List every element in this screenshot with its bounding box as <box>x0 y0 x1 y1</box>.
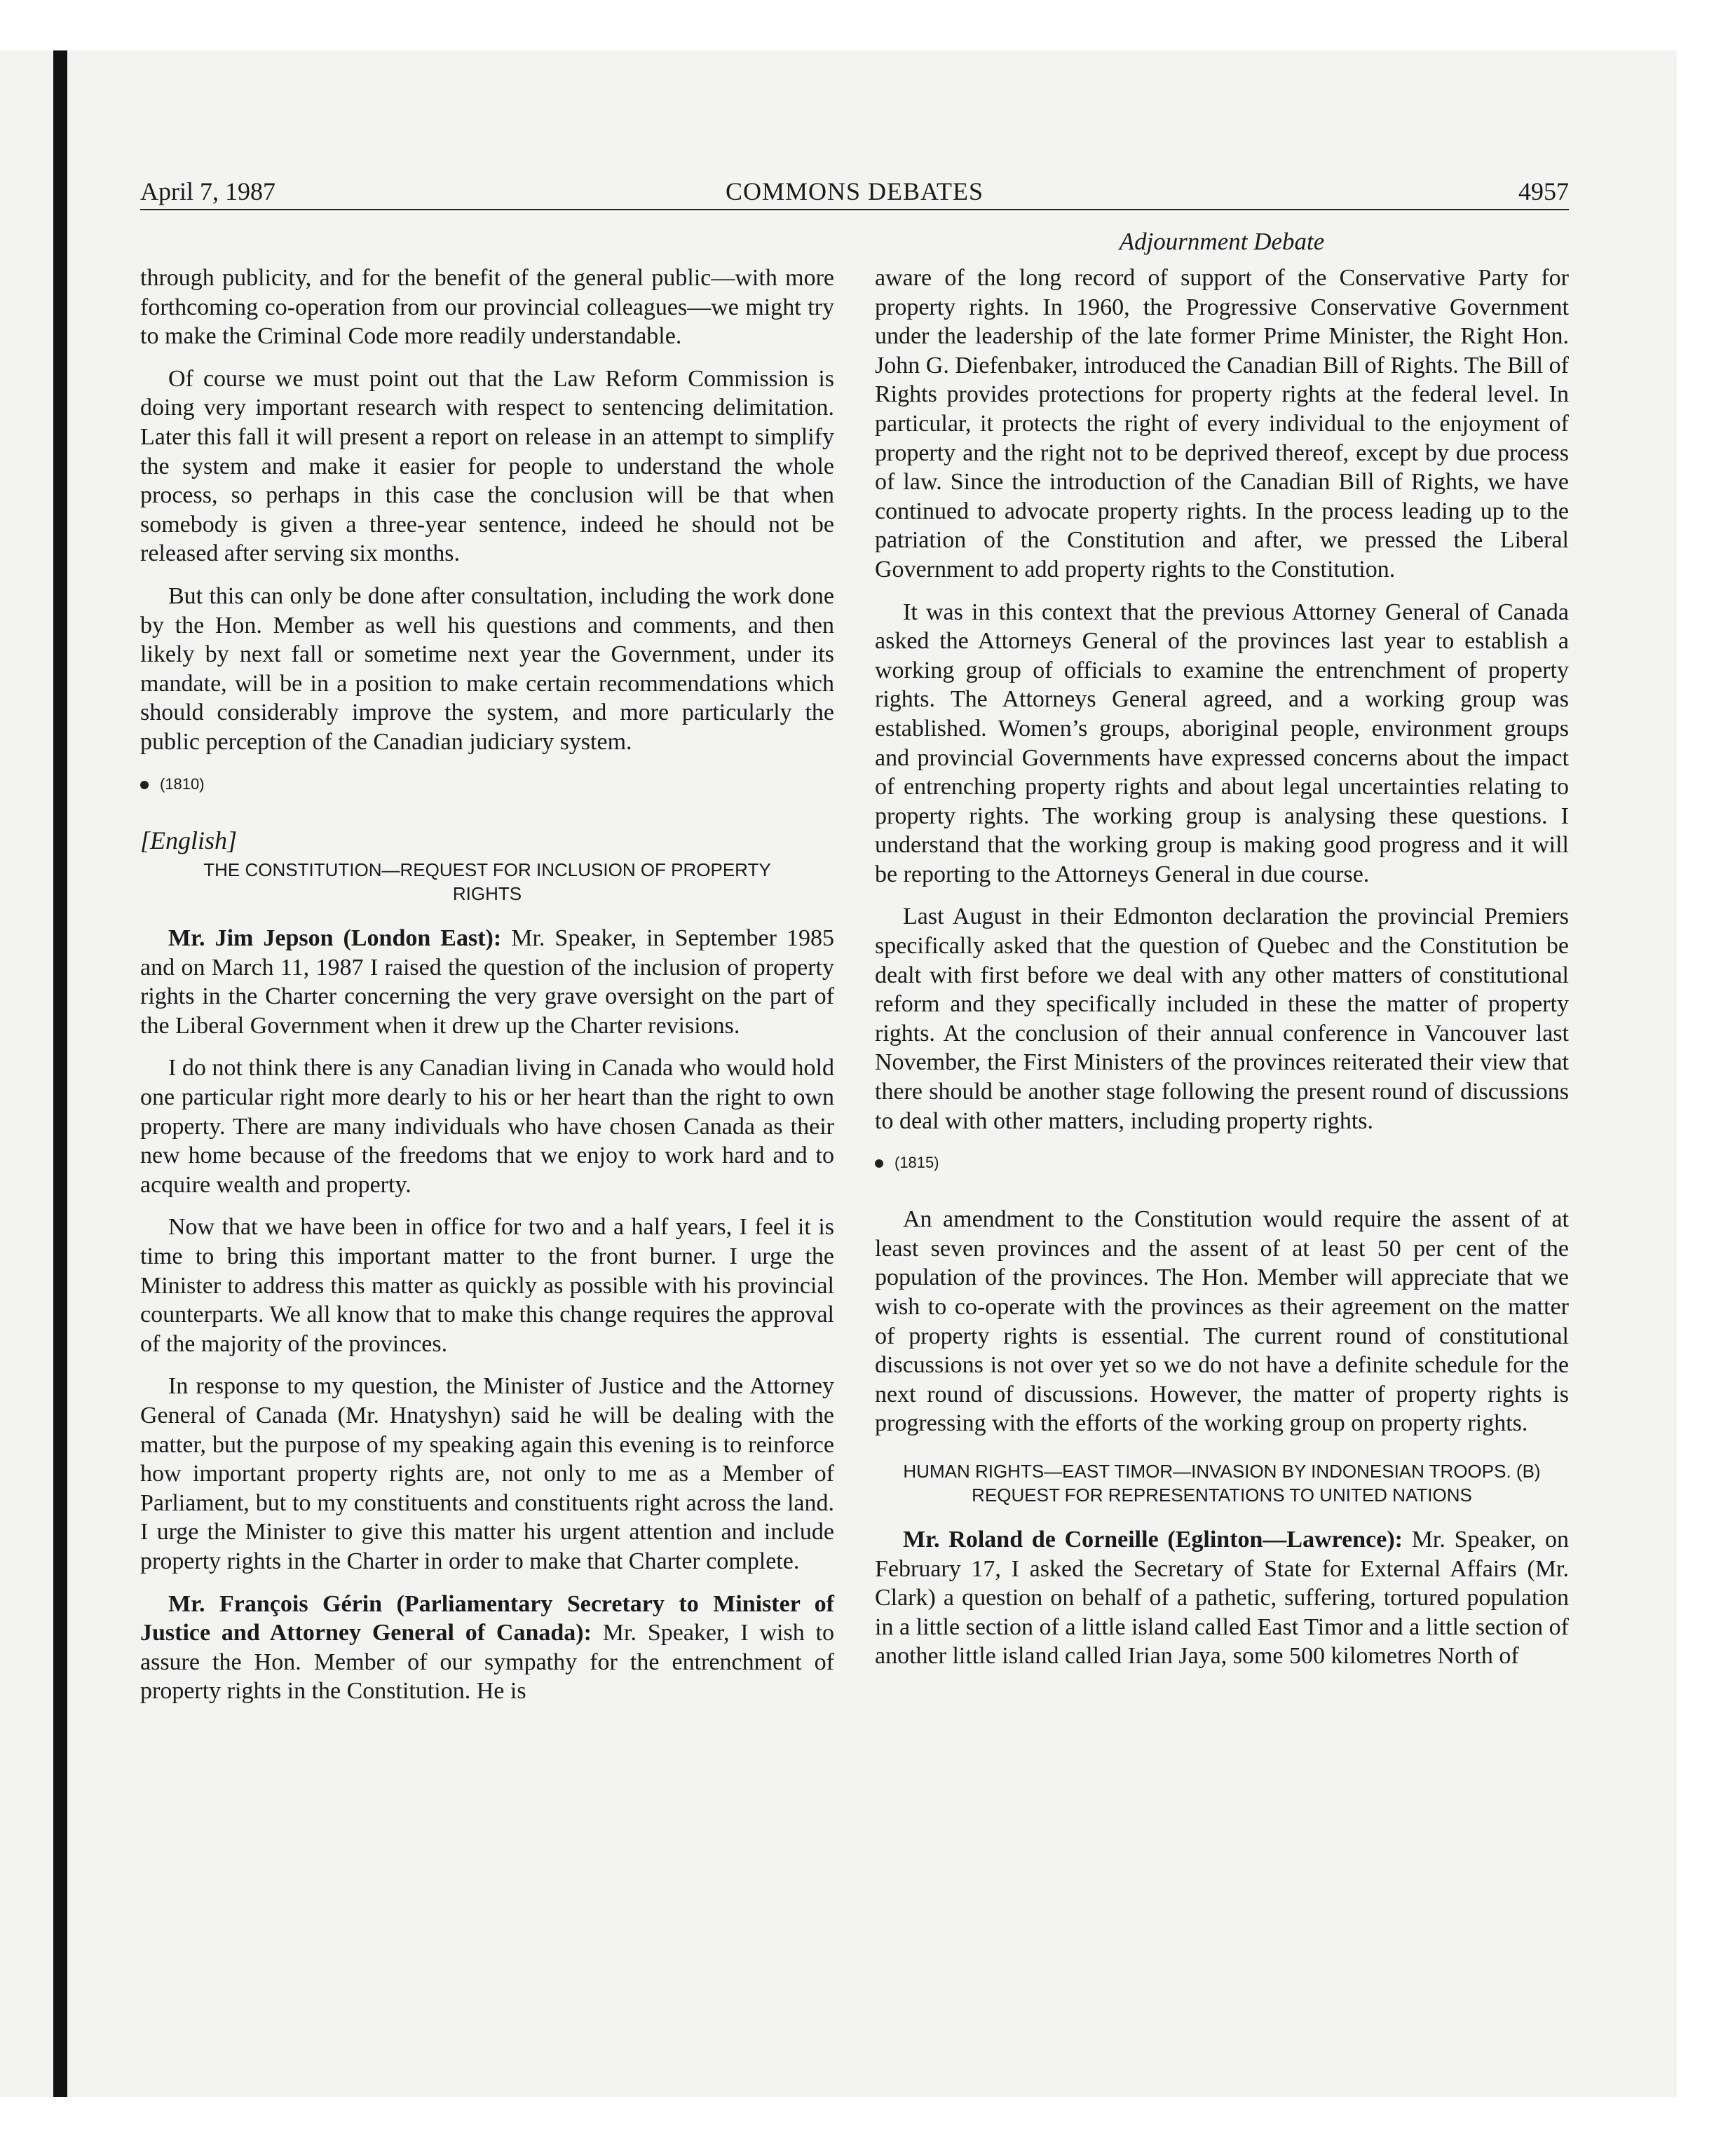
paragraph: Last August in their Edmonton declaration the provincial Premiers specifically asked that the question of Quebec and the Constitution be dealt with first before we deal with any other matters of constitutional reform and they specifically included in these the matter of property rights. At the conclusion of their annual conference in Vancouver last November, the First Ministers of the provinces reiterated their view that there should be another stage following the present round of discussions to deal with other matters, including property rights. <box>875 903 1569 1134</box>
paragraph: through publicity, and for the benefit of the general public—with more forthcoming co-operation from our provincial colleagues—we might try to make the Criminal Code more readily understandable. <box>140 265 834 350</box>
paragraph: It was in this context that the previous Attorney General of Canada asked the Attorneys General of the provinces last year to establish a working group of officials to examine the entrenchment of property rights. The Attorneys General agreed, and a working group was established. Women’s groups, aboriginal people, environment groups and provincial Governments have expressed concerns about the impact of entrenching property rights and about legal uncertainties relating to property rights. The working group is analysing these questions. I understand that the working group is making good progress and it will be reporting to the Attorneys General in due course. <box>875 599 1569 887</box>
speech-text: Mr. Speaker, I wish to assure the Hon. Member of our sympathy for the entrenchment of property rights in the Constitution. He is <box>140 1620 834 1705</box>
header-date: April 7, 1987 <box>140 177 275 205</box>
left-column <box>140 264 834 1719</box>
paragraph <box>875 1525 1569 1671</box>
scan-edge-bar <box>53 50 67 2097</box>
speech-text: Mr. Speaker, in September 1985 and on March 11, 1987 I raised the question of the inclusion of property rights in the Charter concerning the very grave oversight on the part of the Liberal Government when it drew up the Charter revisions. <box>140 925 834 1039</box>
speech-text: Mr. Speaker, on February 17, I asked the Secretary of State for External Affairs (Mr. Clark) a question on behalf of a pathetic, suffering, tortured population in a little section of a little island called East Timor and a little section of another little island called Irian Jaya, some 500 kilometres North of <box>875 1526 1569 1670</box>
paragraph: But this can only be done after consultation, including the work done by the Hon. Member as well his questions and comments, and then likely by next fall or sometime next year the Government, under its mandate, will be in a position to make certain recommendations which should considerably improve the system, and more particularly the public perception of the Canadian judiciary system. <box>140 582 834 755</box>
paragraph <box>140 1590 834 1706</box>
paragraph: Of course we must point out that the Law Reform Commission is doing very important research with respect to sentencing delimitation. Later this fall it will present a report on release in an attempt to simplify the system and make it easier for people to understand the whole process, so perhaps in this case the conclusion will be that when somebody is given a three-year sentence, indeed he should not be released after serving six months. <box>140 365 834 567</box>
header-title: COMMONS DEBATES <box>725 177 984 205</box>
page-header <box>140 174 1569 210</box>
time-marker <box>875 1149 1569 1177</box>
paragraph: An amendment to the Constitution would require the assent of at least seven provinces and the assent of at least 50 per cent of the population of the provinces. The Hon. Member will appreciate that we wish to co-operate with the provinces as their agreement on the matter of property rights is essential. The current round of constitutional discussions is not over yet so we do not have a definite schedule for the next round of discussions. However, the matter of property rights is progressing with the efforts of the working group on property rights. <box>875 1206 1569 1437</box>
time-marker-label: (1815) <box>894 1154 939 1172</box>
right-column <box>875 264 1569 1684</box>
speaker-name: Mr. Roland de Corneille (Eglinton—Lawrence): <box>903 1526 1403 1553</box>
paragraph: aware of the long record of support of the Conservative Party for property rights. In 1960, the Progressive Conservative Government under the leadership of the late former Prime Minister, the Right Hon. John G. Diefenbaker, introduced the Canadian Bill of Rights. The Bill of Rights provides protections for property rights at the federal level. In particular, it protects the right of every individual to the enjoyment of property and the right not to be deprived thereof, except by due process of law. Since the introduction of the Canadian Bill of Rights, we have continued to advocate property rights. In the process leading up to the patriation of the Constitution and after, we pressed the Liberal Government to add property rights to the Constitution. <box>875 265 1569 582</box>
speaker-name: Mr. François Gérin (Parliamentary Secretary to Minister of Justice and Attorney General of Canada): <box>140 1590 834 1646</box>
paragraph: Now that we have been in office for two and a half years, I feel it is time to bring this important matter to the front burner. I urge the Minister to address this matter as quickly as possible with his provincial counterparts. We all know that to make this change requires the approval of the majority of the provinces. <box>140 1214 834 1357</box>
speaker-name: Mr. Jim Jepson (London East): <box>168 925 502 952</box>
time-marker-label: (1810) <box>160 775 205 793</box>
bullet-icon <box>140 781 149 789</box>
paragraph: In response to my question, the Minister of Justice and the Attorney General of Canada (Mr. Hnatyshyn) said he will be dealing with the matter, but the purpose of my speaking again this evening is to reinforce how important property rights are, not only to me as a Member of Parliament, but to my constituents and constituents right across the land. I urge the Minister to give this matter his urgent attention and include property rights in the Charter in order to make that Charter complete. <box>140 1373 834 1574</box>
time-marker <box>140 770 834 798</box>
language-tag: [English] <box>140 826 238 854</box>
debate-heading: HUMAN RIGHTS—EAST TIMOR—INVASION BY INDONESIAN TROOPS. (B) REQUEST FOR REPRESENTATIONS TO UNITED NATIONS <box>903 1460 1541 1506</box>
page-number: 4957 <box>1518 177 1569 205</box>
section-heading: Adjournment Debate <box>1119 228 1325 255</box>
paragraph: I do not think there is any Canadian living in Canada who would hold one particular right more dearly to his or her heart than the right to own property. There are many individuals who have chosen Canada as their new home because of the freedoms that we enjoy to work hard and to acquire wealth and property. <box>140 1055 834 1198</box>
paragraph <box>140 924 834 1040</box>
bullet-icon <box>875 1159 883 1168</box>
debate-heading: THE CONSTITUTION—REQUEST FOR INCLUSION OF PROPERTY RIGHTS <box>203 859 771 905</box>
